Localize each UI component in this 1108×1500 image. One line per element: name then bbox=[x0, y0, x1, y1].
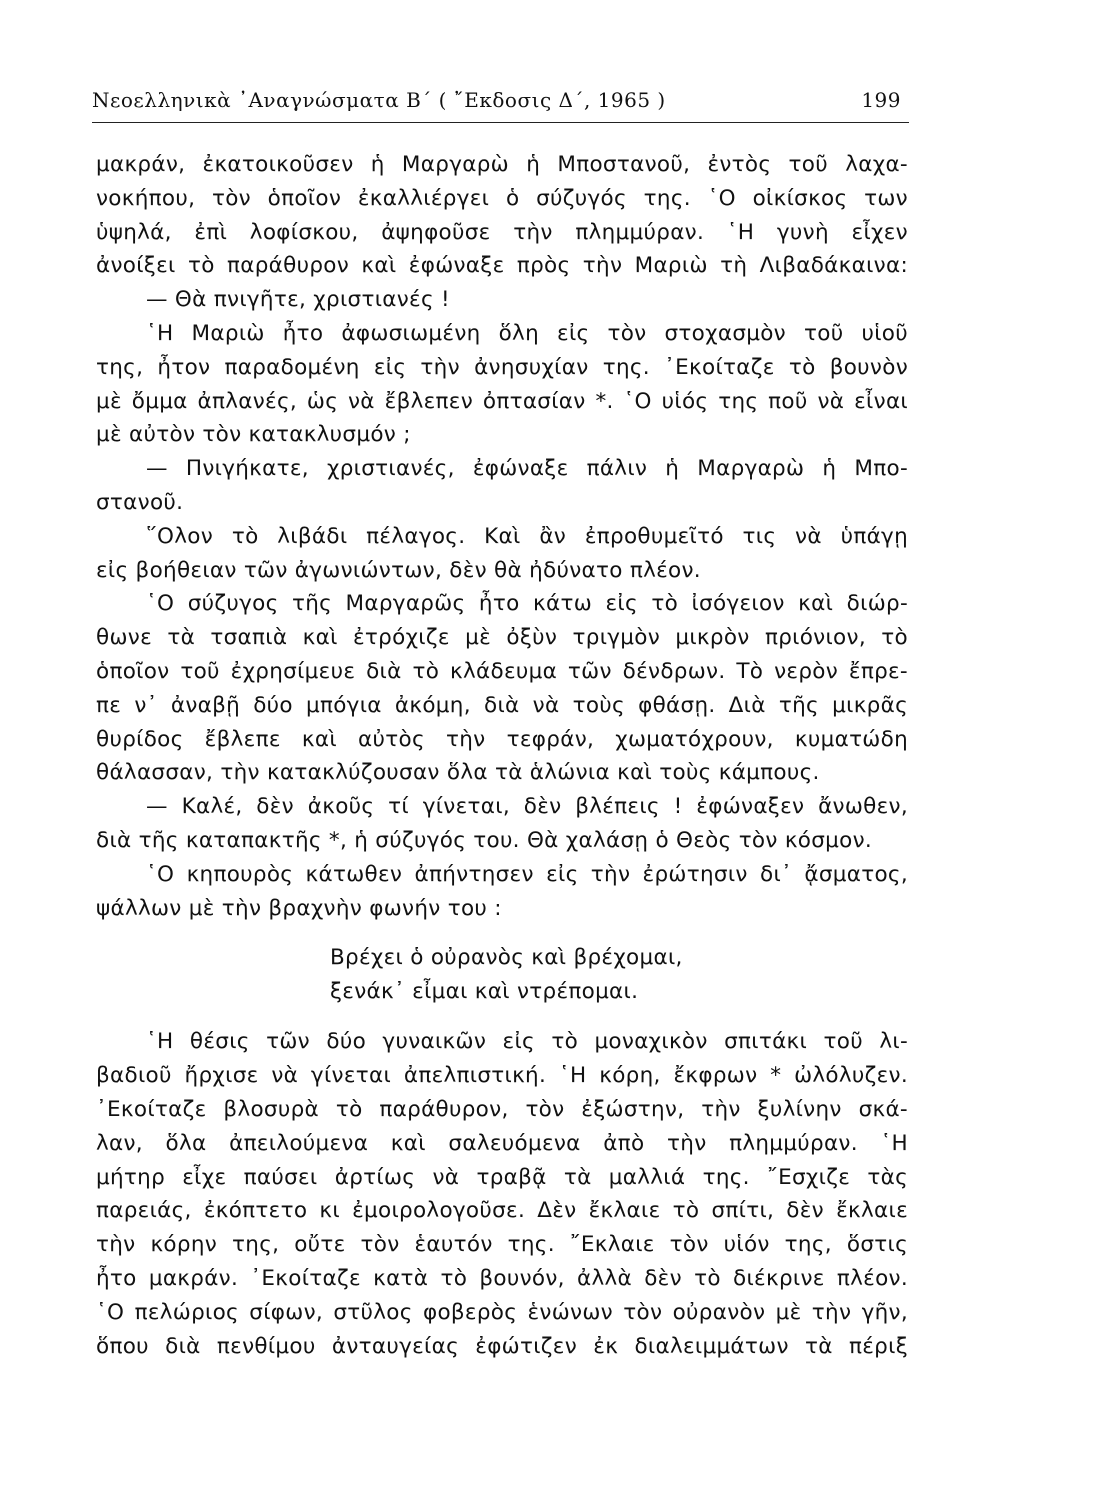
text-line: διὰ τῆς καταπακτῆς *, ἡ σύζυγός του. Θὰ χαλάσῃ ὁ Θεὸς τὸν κόσμον. bbox=[96, 827, 873, 853]
text-line: λαν, ὅλα ἀπειλούμενα καὶ σαλευόμενα ἀπὸ τὴν πλημμύραν. ῾Η bbox=[96, 1130, 908, 1156]
page-number: 199 bbox=[861, 88, 901, 112]
text-line: παρειάς, ἐκόπτετο κι ἐμοιρολογοῦσε. Δὲν ἔκλαιε τὸ σπίτι, δὲν ἔκλαιε bbox=[96, 1198, 908, 1224]
text-line: ῾Η Μαριὼ ἦτο ἀφωσιωμένη ὅλη εἰς τὸν στοχασμὸν τοῦ υἱοῦ bbox=[146, 320, 908, 346]
text-line: ῞Ολον τὸ λιβάδι πέλαγος. Καὶ ἂν ἐπροθυμεῖτό τις νὰ ὑπάγῃ bbox=[146, 523, 908, 549]
text-line: βαδιοῦ ἤρχισε νὰ γίνεται ἀπελπιστική. ῾Η κόρη, ἔκφρων * ὠλόλυζεν. bbox=[96, 1063, 908, 1089]
body-text bbox=[96, 148, 908, 1363]
text-line: ᾿Εκοίταζε βλοσυρὰ τὸ παράθυρον, τὸν ἐξώστην, τὴν ξυλίνην σκά- bbox=[96, 1096, 908, 1122]
text-line: της, ἦτον παραδομένη εἰς τὴν ἀνησυχίαν της. ᾿Εκοίταζε τὸ βουνὸν bbox=[96, 354, 908, 380]
verse-line: ξενάκ᾿ εἶμαι καὶ ντρέπομαι. bbox=[330, 979, 639, 1005]
text-line: μὲ ὄμμα ἀπλανές, ὡς νὰ ἔβλεπεν ὀπτασίαν *. ῾Ο υἱός της ποῦ νὰ εἶναι bbox=[96, 388, 908, 414]
text-line: ῾Ο κηπουρὸς κάτωθεν ἀπήντησεν εἰς τὴν ἐρώτησιν δι᾿ ᾄσματος, bbox=[146, 861, 908, 887]
text-line: ὅπου διὰ πενθίμου ἀνταυγείας ἐφώτιζεν ἐκ διαλειμμάτων τὰ πέριξ bbox=[96, 1333, 908, 1359]
text-line: εἰς βοήθειαν τῶν ἀγωνιώντων, δὲν θὰ ἠδύνατο πλέον. bbox=[96, 557, 701, 583]
text-line: τὴν κόρην της, οὔτε τὸν ἑαυτόν της. ῎Εκλαιε τὸν υἱόν της, ὅστις bbox=[96, 1232, 908, 1258]
text-line: ὑψηλά, ἐπὶ λοφίσκου, ἀψηφοῦσε τὴν πλημμύραν. ῾Η γυνὴ εἶχεν bbox=[96, 219, 908, 245]
text-line: ῾Η θέσις τῶν δύο γυναικῶν εἰς τὸ μοναχικὸν σπιτάκι τοῦ λι- bbox=[146, 1029, 908, 1055]
text-line: μακράν, ἐκατοικοῦσεν ἡ Μαργαρὼ ἡ Μποστανοῦ, ἐντὸς τοῦ λαχα- bbox=[96, 152, 908, 177]
text-line: θυρίδος ἔβλεπε καὶ αὐτὸς τὴν τεφράν, χωματόχρουν, κυματώδη bbox=[96, 726, 908, 752]
text-line: ἀνοίξει τὸ παράθυρον καὶ ἐφώναξε πρὸς τὴν Μαριὼ τὴ Λιβαδάκαινα: bbox=[96, 253, 908, 279]
text-line: ὁποῖον τοῦ ἐχρησίμευε διὰ τὸ κλάδευμα τῶν δένδρων. Τὸ νερὸν ἔπρε- bbox=[96, 658, 908, 684]
running-header-title: Νεοελληνικὰ ᾿Αναγνώσματα Β΄ ( ῎Εκδοσις Δ΄, 1965 ) bbox=[92, 88, 666, 112]
text-line: πε ν᾿ ἀναβῇ δύο μπόγια ἀκόμη, διὰ νὰ τοὺς φθάσῃ. Διὰ τῆς μικρᾶς bbox=[96, 692, 908, 718]
running-header bbox=[92, 86, 909, 120]
text-line: μήτηρ εἶχε παύσει ἀρτίως νὰ τραβᾷ τὰ μαλλιά της. ῎Εσχιζε τὰς bbox=[96, 1164, 908, 1190]
text-line: ῾Ο σύζυγος τῆς Μαργαρῶς ἦτο κάτω εἰς τὸ ἰσόγειον καὶ διώρ- bbox=[146, 591, 908, 617]
verse-line: Βρέχει ὁ οὐρανὸς καὶ βρέχομαι, bbox=[330, 945, 683, 971]
text-line: — Πνιγήκατε, χριστιανές, ἐφώναξε πάλιν ἡ Μαργαρὼ ἡ Μπο- bbox=[146, 456, 908, 482]
text-line: μὲ αὐτὸν τὸν κατακλυσμόν ; bbox=[96, 422, 411, 448]
text-line: θάλασσαν, τὴν κατακλύζουσαν ὅλα τὰ ἁλώνια καὶ τοὺς κάμπους. bbox=[96, 760, 820, 786]
text-line: — Καλέ, δὲν ἀκοῦς τί γίνεται, δὲν βλέπεις ! ἐφώναξεν ἄνωθεν, bbox=[146, 794, 908, 820]
text-line: στανοῦ. bbox=[96, 489, 184, 515]
text-line: ῾Ο πελώριος σίφων, στῦλος φοβερὸς ἑνώνων τὸν οὐρανὸν μὲ τὴν γῆν, bbox=[96, 1299, 908, 1325]
text-line: θωνε τὰ τσαπιὰ καὶ ἐτρόχιζε μὲ ὀξὺν τριγμὸν μικρὸν πριόνιον, τὸ bbox=[96, 625, 908, 651]
header-rule bbox=[92, 122, 909, 123]
text-line: ψάλλων μὲ τὴν βραχνὴν φωνήν του : bbox=[96, 895, 502, 921]
text-line: — Θὰ πνιγῆτε, χριστιανές ! bbox=[146, 287, 450, 313]
text-line: ἦτο μακράν. ᾿Εκοίταζε κατὰ τὸ βουνόν, ἀλλὰ δὲν τὸ διέκρινε πλέον. bbox=[96, 1265, 908, 1291]
text-line: νοκήπου, τὸν ὁποῖον ἐκαλλιέργει ὁ σύζυγός της. ῾Ο οἰκίσκος των bbox=[96, 185, 908, 211]
